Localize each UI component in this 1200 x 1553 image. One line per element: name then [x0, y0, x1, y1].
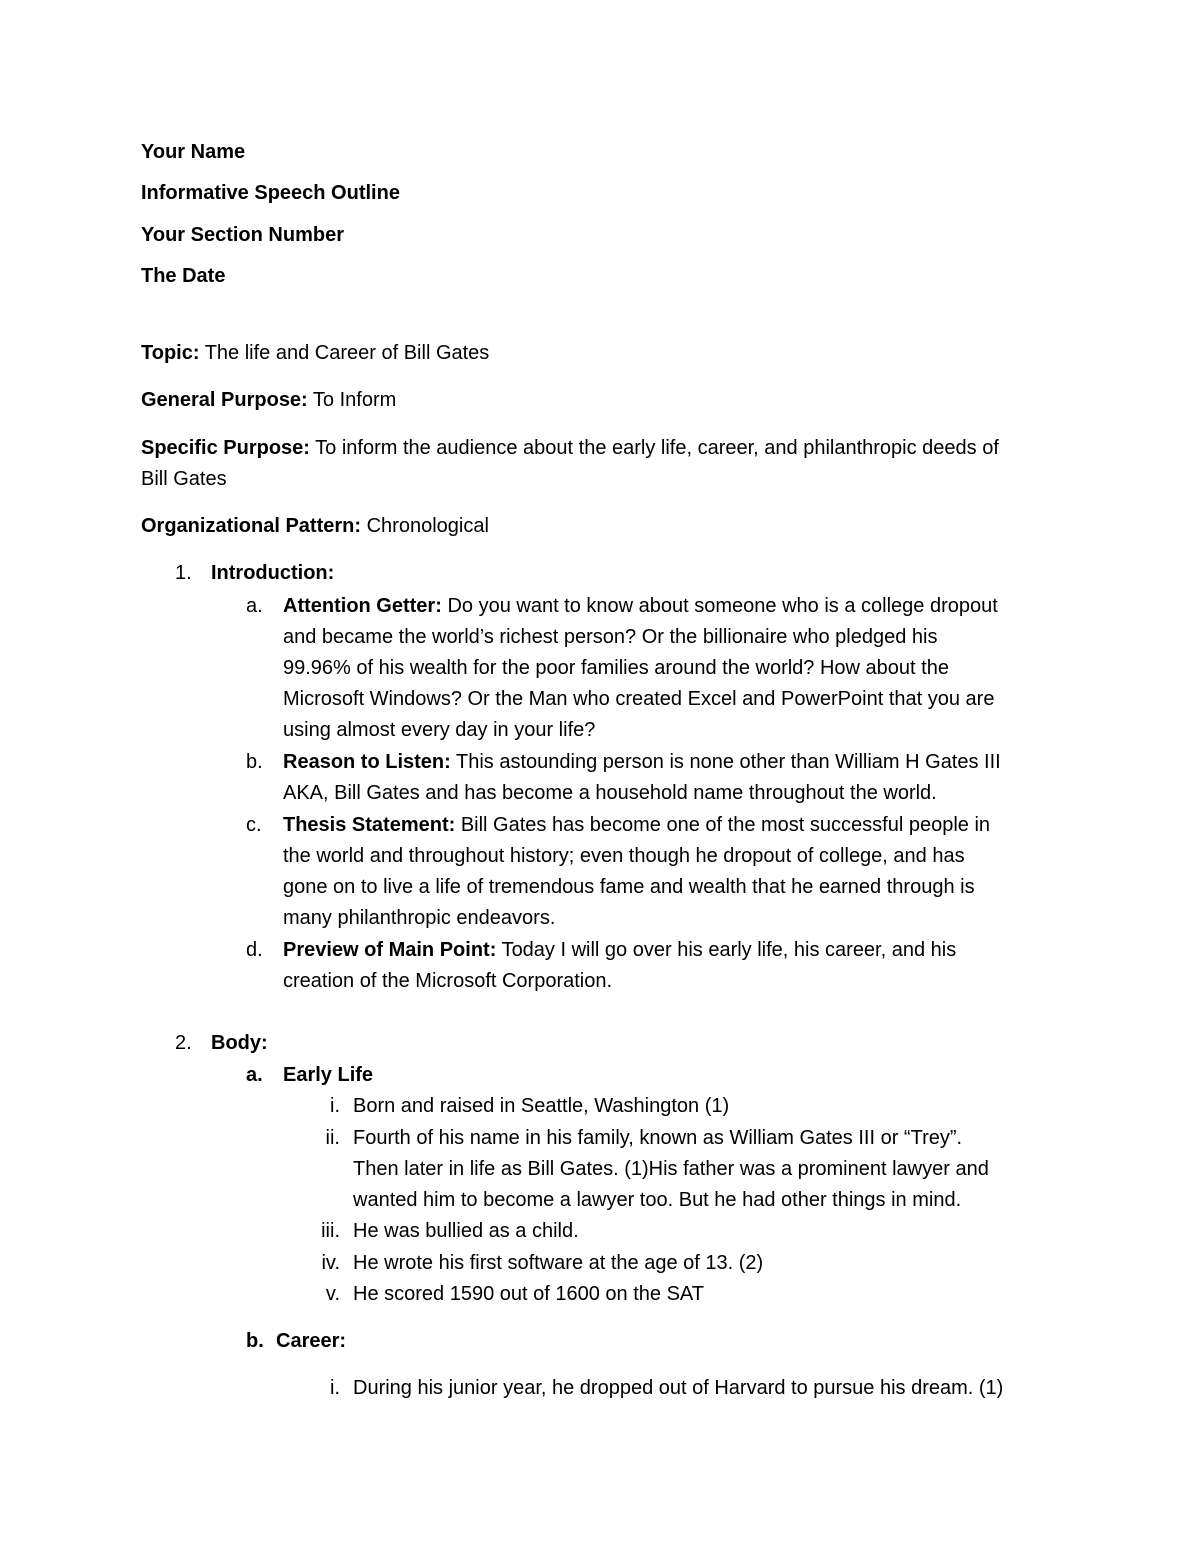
attention-getter-line	[283, 594, 998, 618]
topic-value: The life and Career of Bill Gates	[204, 342, 490, 364]
general-purpose-label: General Purpose:	[141, 389, 308, 411]
specific-purpose-line	[141, 436, 999, 460]
section-number: Your Section Number	[141, 224, 344, 246]
thesis-statement-text-1: Bill Gates has become one of the most successful people in	[460, 814, 991, 836]
early-life-iii-text: He was bullied as a child.	[353, 1220, 579, 1242]
intro-marker: 1.	[175, 562, 192, 584]
specific-purpose-label: Specific Purpose:	[141, 437, 310, 459]
body-title: Body:	[211, 1032, 268, 1054]
early-life-ii-text-3: wanted him to become a lawyer too. But he had other things in mind.	[353, 1189, 962, 1211]
general-purpose-line	[141, 388, 396, 412]
early-life-iv-text: He wrote his first software at the age of 13. (2)	[353, 1252, 764, 1274]
attention-getter-text-1: Do you want to know about someone who is a college dropout	[447, 595, 998, 617]
intro-a-marker: a.	[246, 595, 263, 617]
body-a-marker: a.	[246, 1064, 263, 1086]
preview-line	[283, 938, 956, 962]
organizational-pattern-label: Organizational Pattern:	[141, 515, 362, 537]
preview-label: Preview of Main Point:	[283, 939, 497, 961]
early-life-iv-marker: iv.	[321, 1252, 340, 1274]
reason-to-listen-text-2: AKA, Bill Gates and has become a household name throughout the world.	[283, 782, 937, 804]
attention-getter-text-2: and became the world’s richest person? Or the billionaire who pledged his	[283, 626, 938, 648]
body-marker: 2.	[175, 1032, 192, 1054]
topic-label: Topic:	[141, 342, 200, 364]
intro-d-marker: d.	[246, 939, 263, 961]
intro-title: Introduction:	[211, 562, 335, 584]
early-life-ii-text-1: Fourth of his name in his family, known as William Gates III or “Trey”.	[353, 1127, 963, 1149]
thesis-statement-text-2: the world and throughout history; even though he dropout of college, and has	[283, 845, 965, 867]
thesis-statement-line	[283, 813, 990, 837]
preview-text-2: creation of the Microsoft Corporation.	[283, 970, 613, 992]
general-purpose-value: To Inform	[312, 389, 397, 411]
organizational-pattern-value: Chronological	[366, 515, 489, 537]
early-life-v-marker: v.	[325, 1283, 340, 1305]
specific-purpose-value: To inform the audience about the early life, career, and philanthropic deeds of	[315, 437, 999, 459]
early-life-iii-marker: iii.	[321, 1220, 340, 1242]
document-title: Informative Speech Outline	[141, 182, 400, 204]
thesis-statement-text-4: many philanthropic endeavors.	[283, 907, 556, 929]
thesis-statement-text-3: gone on to live a life of tremendous fame and wealth that he earned through is	[283, 876, 975, 898]
reason-to-listen-line	[283, 750, 1001, 774]
topic-line	[141, 341, 489, 365]
early-life-ii-text-2: Then later in life as Bill Gates. (1)His father was a prominent lawyer and	[353, 1158, 989, 1180]
career-title: Career:	[276, 1330, 347, 1352]
early-life-i-marker: i.	[330, 1095, 340, 1117]
preview-text-1: Today I will go over his early life, his career, and his	[501, 939, 957, 961]
organizational-pattern-line	[141, 514, 489, 538]
early-life-title: Early Life	[283, 1064, 374, 1086]
attention-getter-text-5: using almost every day in your life?	[283, 719, 596, 741]
document-date: The Date	[141, 265, 226, 287]
reason-to-listen-label: Reason to Listen:	[283, 751, 451, 773]
early-life-v-text: He scored 1590 out of 1600 on the SAT	[353, 1283, 704, 1305]
specific-purpose-continued: Bill Gates	[141, 468, 227, 490]
student-name: Your Name	[141, 141, 246, 163]
reason-to-listen-text-1: This astounding person is none other than William H Gates III	[456, 751, 1001, 773]
early-life-i-text: Born and raised in Seattle, Washington (1)	[353, 1095, 730, 1117]
intro-c-marker: c.	[246, 814, 262, 836]
early-life-ii-marker: ii.	[325, 1127, 340, 1149]
thesis-statement-label: Thesis Statement:	[283, 814, 456, 836]
intro-b-marker: b.	[246, 751, 263, 773]
attention-getter-text-3: 99.96% of his wealth for the poor families around the world? How about the	[283, 657, 949, 679]
body-b-marker: b.	[246, 1330, 264, 1352]
attention-getter-text-4: Microsoft Windows? Or the Man who created Excel and PowerPoint that you are	[283, 688, 995, 710]
attention-getter-label: Attention Getter:	[283, 595, 442, 617]
career-i-text: During his junior year, he dropped out of Harvard to pursue his dream. (1)	[353, 1377, 1004, 1399]
career-i-marker: i.	[330, 1377, 340, 1399]
